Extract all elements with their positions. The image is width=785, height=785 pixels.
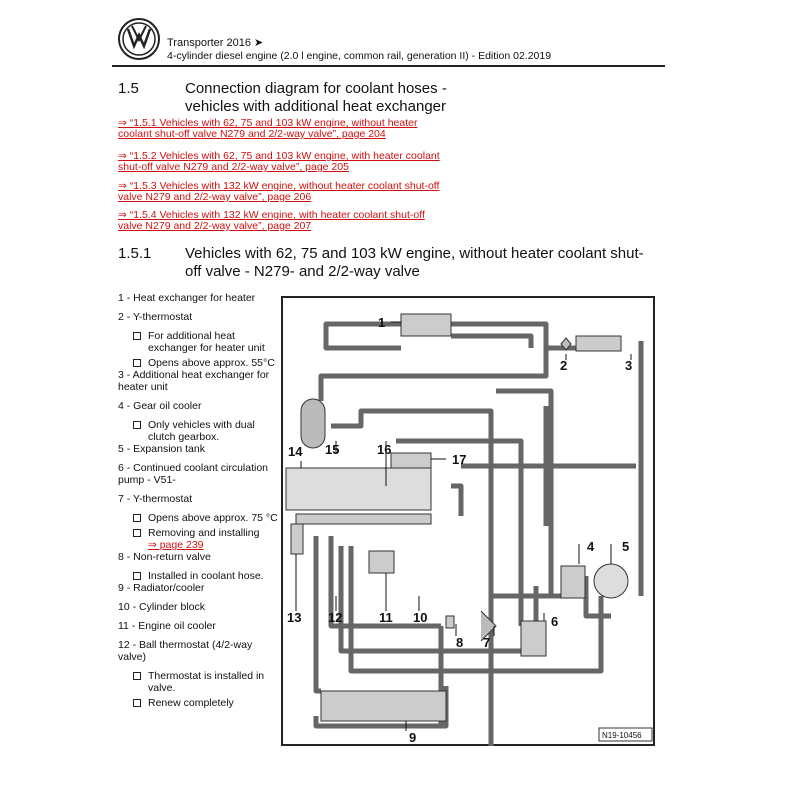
checkbox-bullet-icon bbox=[133, 699, 141, 707]
legend-subitem-text: Opens above approx. 55°C bbox=[148, 357, 275, 369]
legend-subitem bbox=[118, 570, 278, 582]
legend-subitem-text: Thermostat is installed in valve. bbox=[148, 670, 265, 694]
checkbox-bullet-icon bbox=[133, 572, 141, 580]
legend-subitem bbox=[118, 512, 278, 524]
header-title: Transporter 2016 ➤ bbox=[167, 37, 264, 49]
legend-item: 4 - Gear oil cooler bbox=[118, 400, 202, 412]
checkbox-bullet-icon bbox=[133, 672, 141, 680]
legend-item: 9 - Radiator/cooler bbox=[118, 582, 205, 594]
legend-subitem bbox=[118, 697, 278, 709]
vw-logo-icon bbox=[118, 18, 160, 60]
legend-subitem bbox=[118, 357, 278, 369]
checkbox-bullet-icon bbox=[133, 359, 141, 367]
subsection-number: 1.5.1 bbox=[118, 245, 152, 262]
diagram-label-1: 1 bbox=[378, 315, 386, 330]
legend-subitem bbox=[118, 419, 278, 443]
xref-link-2[interactable]: ⇒ “1.5.2 Vehicles with 62, 75 and 103 kW engine, with heater coolant shut-off valve N279 and 2/2-way valve”, page 205 bbox=[118, 150, 440, 173]
section-title: Connection diagram for coolant hoses - vehicles with additional heat exchanger bbox=[185, 80, 447, 115]
legend-item: 1 - Heat exchanger for heater bbox=[118, 292, 256, 304]
diagram-label-3: 3 bbox=[625, 358, 633, 373]
legend-subitem-text: Only vehicles with dual clutch gearbox. bbox=[148, 419, 255, 443]
checkbox-bullet-icon bbox=[133, 332, 141, 340]
diagram-label-12: 12 bbox=[328, 610, 343, 625]
diagram-label-2: 2 bbox=[560, 358, 568, 373]
diagram-label-9: 9 bbox=[409, 730, 417, 745]
diagram-label-16: 16 bbox=[377, 442, 392, 457]
diagram-label-14: 14 bbox=[288, 444, 303, 459]
diagram-label-6: 6 bbox=[551, 614, 559, 629]
diagram-label-8: 8 bbox=[456, 635, 464, 650]
xref-link-1[interactable]: ⇒ “1.5.1 Vehicles with 62, 75 and 103 kW engine, without heater coolant shut-off valve N279 and 2/2-way valve”, page 204 bbox=[118, 117, 418, 140]
subsection-title: Vehicles with 62, 75 and 103 kW engine, without heater coolant shut-off valve - N279- and 2/2-way valve bbox=[185, 245, 644, 280]
diagram-label-4: 4 bbox=[587, 539, 595, 554]
legend-subitem bbox=[118, 670, 278, 694]
legend-subitem-text: Removing and installing bbox=[148, 527, 260, 539]
figure-id: N19-10456 bbox=[602, 731, 642, 740]
checkbox-bullet-icon bbox=[133, 529, 141, 537]
legend-subitem-text: Opens above approx. 75 °C bbox=[148, 512, 278, 524]
diagram-label-15: 15 bbox=[325, 442, 340, 457]
legend-item: 5 - Expansion tank bbox=[118, 443, 205, 455]
legend-subitem bbox=[118, 527, 278, 551]
section-number: 1.5 bbox=[118, 80, 139, 97]
legend-subitem-text: For additional heat exchanger for heater unit bbox=[148, 330, 265, 354]
legend-subitem bbox=[118, 330, 278, 354]
diagram-label-10: 10 bbox=[413, 610, 428, 625]
checkbox-bullet-icon bbox=[133, 421, 141, 429]
diagram-label-7: 7 bbox=[483, 635, 491, 650]
checkbox-bullet-icon bbox=[133, 514, 141, 522]
legend-item: 2 - Y-thermostat bbox=[118, 311, 193, 323]
diagram-label-11: 11 bbox=[379, 610, 393, 625]
header-subtitle: 4-cylinder diesel engine (2.0 l engine, common rail, generation II) - Edition 02.2019 bbox=[167, 50, 552, 62]
legend-item: 11 - Engine oil cooler bbox=[118, 620, 216, 632]
coolant-diagram bbox=[281, 296, 655, 746]
diagram-label-17: 17 bbox=[452, 452, 467, 467]
legend-subitem-text: Installed in coolant hose. bbox=[148, 570, 264, 582]
header-divider bbox=[112, 65, 665, 67]
legend-item: 7 - Y-thermostat bbox=[118, 493, 193, 505]
legend-item: 6 - Continued coolant circulation pump - V51- bbox=[118, 462, 269, 486]
legend-item: 3 - Additional heat exchanger for heater unit bbox=[118, 369, 270, 393]
legend-subitem-text: Renew completely bbox=[148, 697, 234, 709]
legend-item: 12 - Ball thermostat (4/2-way valve) bbox=[118, 639, 253, 663]
legend-item: 10 - Cylinder block bbox=[118, 601, 205, 613]
diagram-label-13: 13 bbox=[287, 610, 302, 625]
xref-link-4[interactable]: ⇒ “1.5.4 Vehicles with 132 kW engine, with heater coolant shut-off valve N279 and 2/2-way valve”, page 207 bbox=[118, 209, 425, 232]
xref-link-3[interactable]: ⇒ “1.5.3 Vehicles with 132 kW engine, without heater coolant shut-off valve N279 and 2/2-way valve”, page 206 bbox=[118, 180, 440, 203]
page-link[interactable]: ⇒ page 239 bbox=[148, 539, 204, 551]
legend-item: 8 - Non-return valve bbox=[118, 551, 211, 563]
diagram-label-5: 5 bbox=[622, 539, 630, 554]
legend bbox=[118, 292, 278, 709]
